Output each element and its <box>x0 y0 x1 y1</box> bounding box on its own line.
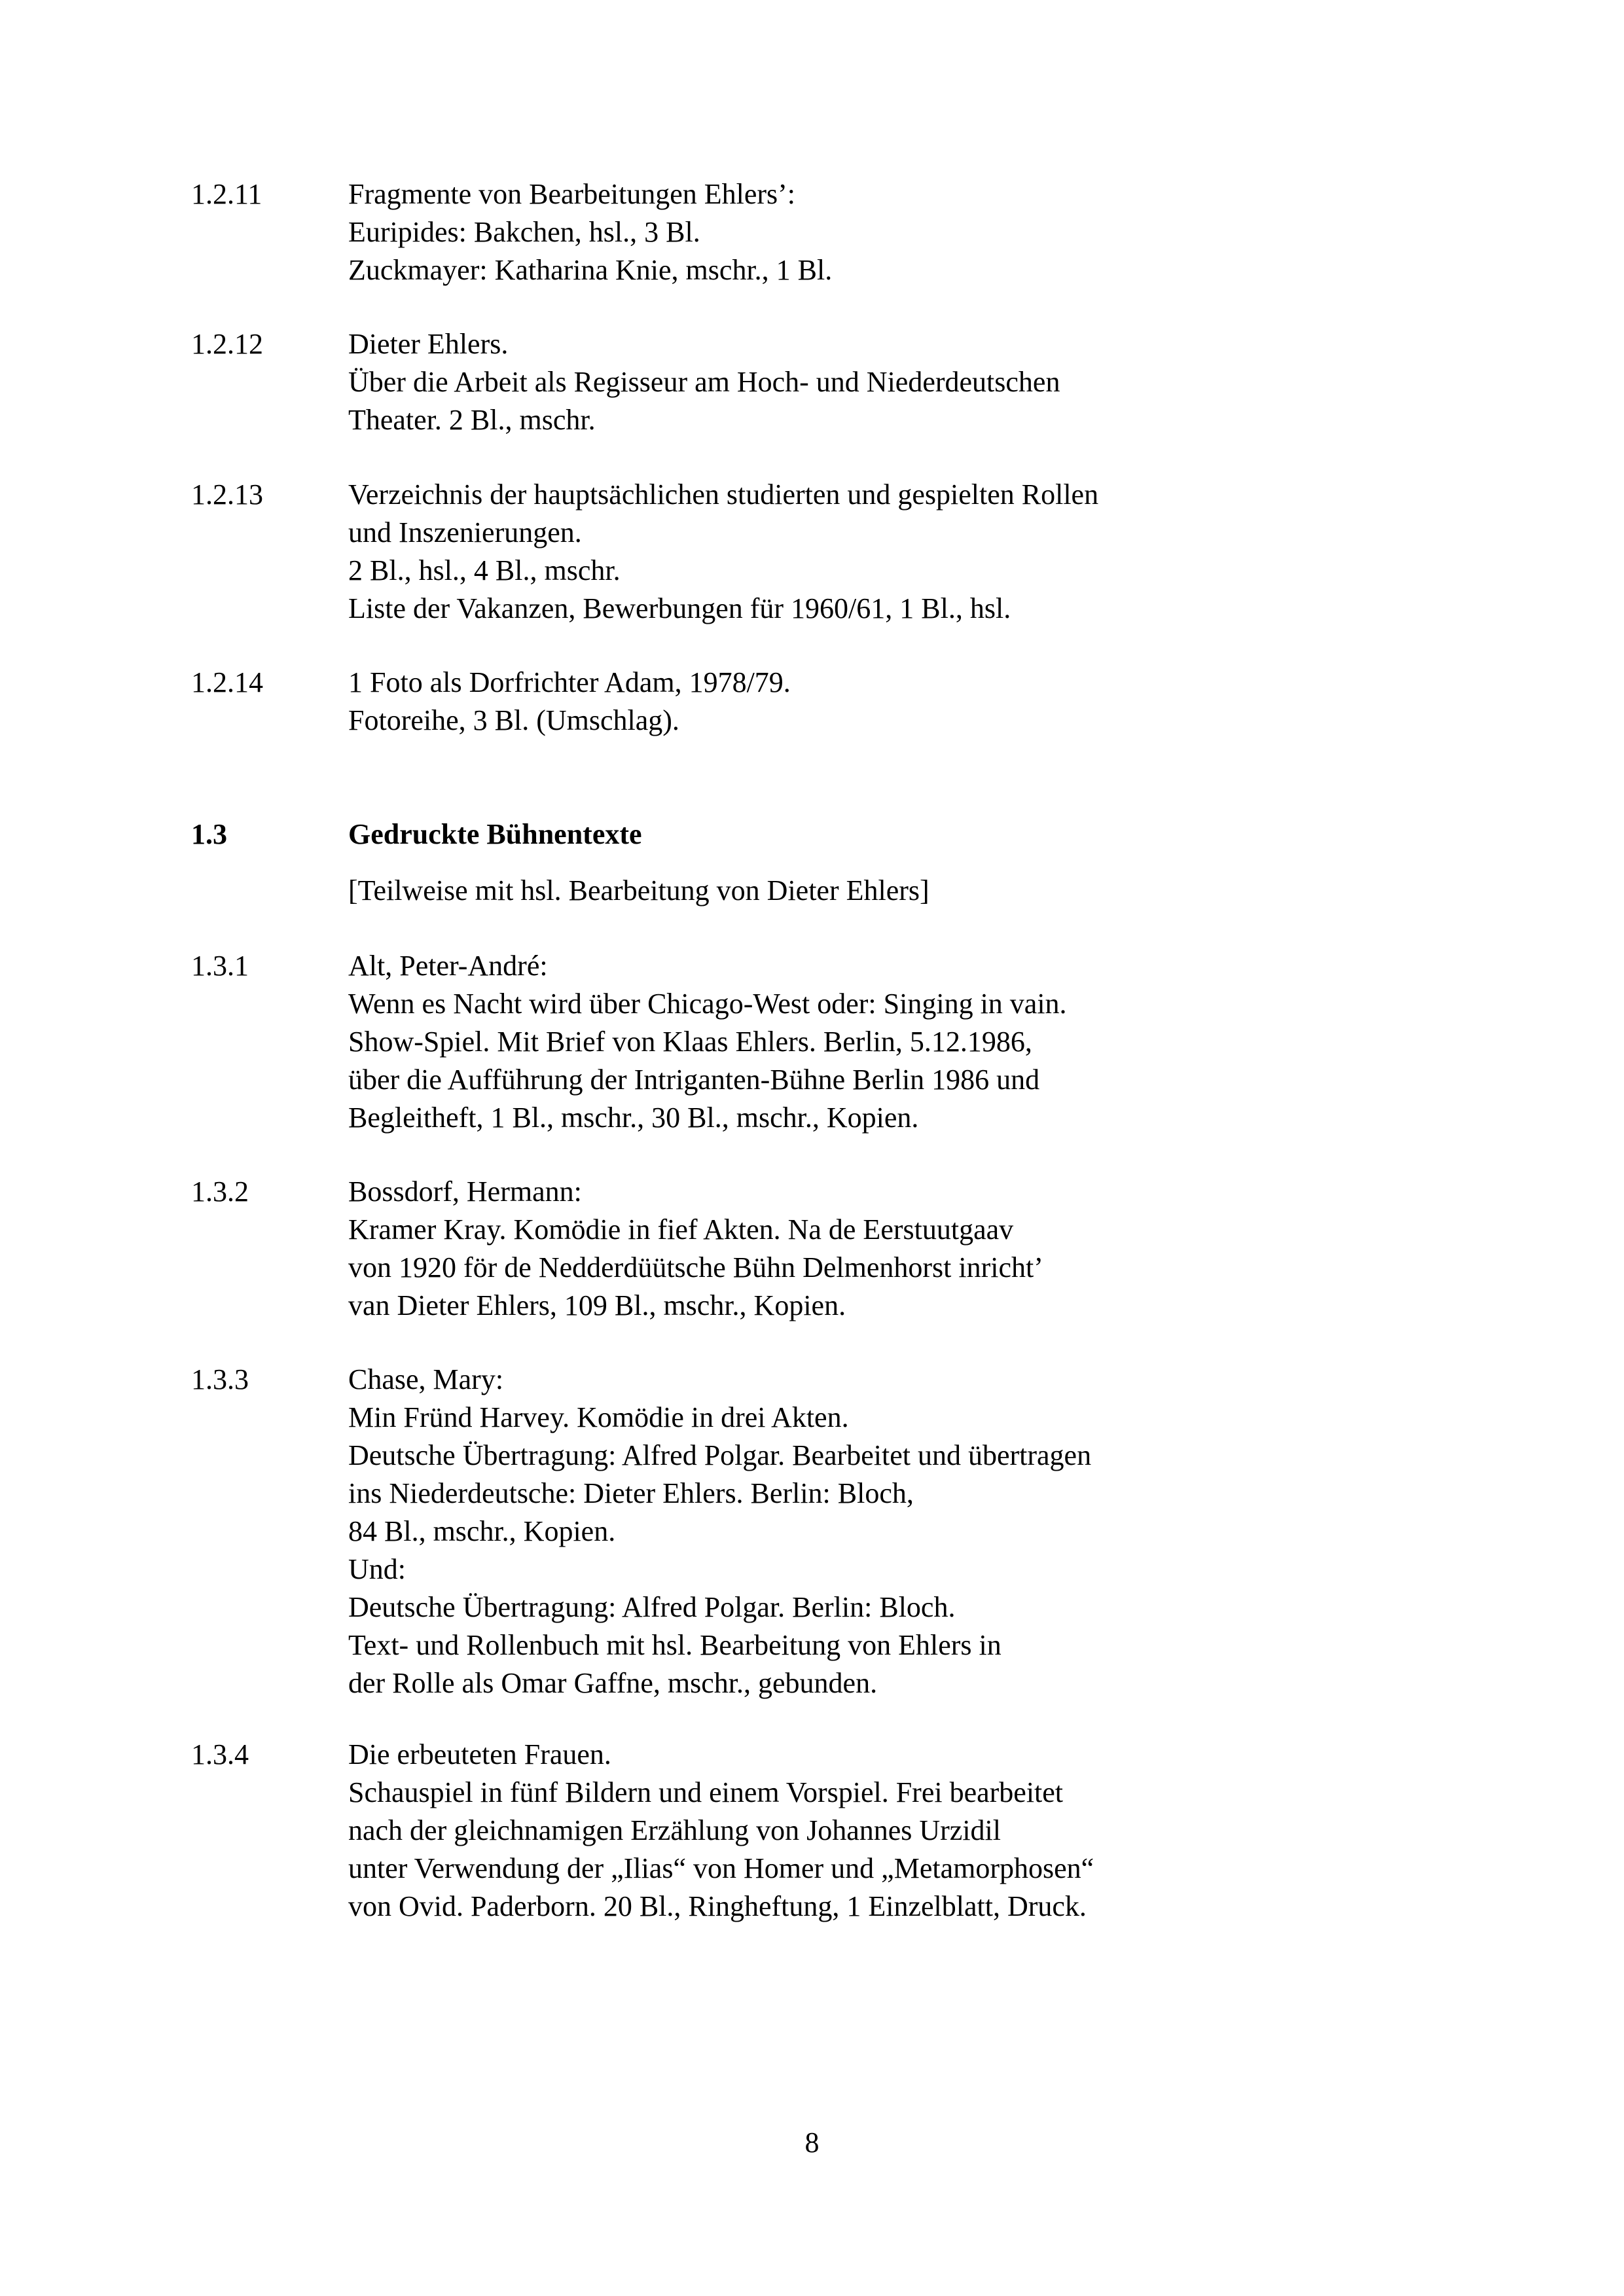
entry-line: Fragmente von Bearbeitungen Ehlers’: <box>348 178 796 210</box>
entry-line: Wenn es Nacht wird über Chicago-West oder: Singing in vain. <box>348 988 1067 1020</box>
entry-line: 2 Bl., hsl., 4 Bl., mschr. <box>348 554 621 586</box>
entry-number: 1.3.4 <box>191 1738 249 1770</box>
entry-line: Euripides: Bakchen, hsl., 3 Bl. <box>348 216 700 248</box>
entry-line: Deutsche Übertragung: Alfred Polgar. Bearbeitet und übertragen <box>348 1439 1092 1471</box>
entry-line: ins Niederdeutsche: Dieter Ehlers. Berlin: Bloch, <box>348 1477 914 1509</box>
entry-line: von 1920 för de Nedderdüütsche Bühn Delmenhorst inricht’ <box>348 1251 1043 1283</box>
entry-line: Show-Spiel. Mit Brief von Klaas Ehlers. Berlin, 5.12.1986, <box>348 1026 1032 1058</box>
section-note: [Teilweise mit hsl. Bearbeitung von Dieter Ehlers] <box>348 874 929 906</box>
entry-text <box>348 947 1422 1137</box>
entry-line: 1 Foto als Dorfrichter Adam, 1978/79. <box>348 666 791 698</box>
entry-number: 1.2.14 <box>191 666 263 698</box>
entry-line: Bossdorf, Hermann: <box>348 1175 582 1208</box>
entry-line: und Inszenierungen. <box>348 516 582 548</box>
entry-text <box>348 476 1422 628</box>
entry-line: van Dieter Ehlers, 109 Bl., mschr., Kopien. <box>348 1289 846 1321</box>
entry-line: Alt, Peter-André: <box>348 950 548 982</box>
entry-line: der Rolle als Omar Gaffne, mschr., gebunden. <box>348 1667 878 1699</box>
entry-number: 1.3.1 <box>191 950 249 982</box>
entry-line: 84 Bl., mschr., Kopien. <box>348 1515 616 1547</box>
section-header-text <box>348 816 1422 853</box>
entry-text <box>348 664 1422 740</box>
entry-line: Verzeichnis der hauptsächlichen studierten und gespielten Rollen <box>348 478 1099 511</box>
entry-number: 1.3.3 <box>191 1363 249 1395</box>
entry-text <box>348 1173 1422 1325</box>
entry-line: Begleitheft, 1 Bl., mschr., 30 Bl., mschr., Kopien. <box>348 1102 919 1134</box>
entry-line: Die erbeuteten Frauen. <box>348 1738 611 1770</box>
entry-number: 1.2.13 <box>191 478 263 511</box>
entry-line: Kramer Kray. Komödie in fief Akten. Na de Eerstuutgaav <box>348 1213 1014 1246</box>
entry-line: nach der gleichnamigen Erzählung von Johannes Urzidil <box>348 1814 1001 1846</box>
entry-line: über die Aufführung der Intriganten-Bühne Berlin 1986 und <box>348 1064 1040 1096</box>
page-number: 8 <box>804 2126 820 2159</box>
entry-line: Liste der Vakanzen, Bewerbungen für 1960/61, 1 Bl., hsl. <box>348 592 1011 624</box>
entry-line: Chase, Mary: <box>348 1363 504 1395</box>
entry-text <box>348 1736 1422 1926</box>
entry-line: Fotoreihe, 3 Bl. (Umschlag). <box>348 704 679 736</box>
section-note-text <box>348 872 1422 910</box>
entry-line: Deutsche Übertragung: Alfred Polgar. Berlin: Bloch. <box>348 1591 956 1623</box>
entry-text <box>348 175 1422 289</box>
section-number: 1.3 <box>191 818 227 850</box>
entry-line: Dieter Ehlers. <box>348 328 509 360</box>
section-title: Gedruckte Bühnentexte <box>348 818 642 850</box>
entry-line: Theater. 2 Bl., mschr. <box>348 404 596 436</box>
entry-number: 1.2.11 <box>191 178 262 210</box>
entry-line: Über die Arbeit als Regisseur am Hoch- und Niederdeutschen <box>348 366 1060 398</box>
entry-number: 1.2.12 <box>191 328 263 360</box>
entry-text <box>348 1361 1422 1702</box>
entry-line: Text- und Rollenbuch mit hsl. Bearbeitung von Ehlers in <box>348 1629 1001 1661</box>
entry-number: 1.3.2 <box>191 1175 249 1208</box>
entry-line: unter Verwendung der „Ilias“ von Homer und „Metamorphosen“ <box>348 1852 1094 1884</box>
entry-line: Schauspiel in fünf Bildern und einem Vorspiel. Frei bearbeitet <box>348 1776 1064 1808</box>
entry-line: von Ovid. Paderborn. 20 Bl., Ringheftung, 1 Einzelblatt, Druck. <box>348 1890 1087 1922</box>
entry-line: Zuckmayer: Katharina Knie, mschr., 1 Bl. <box>348 254 833 286</box>
entry-text <box>348 325 1422 439</box>
entry-line: Und: <box>348 1553 406 1585</box>
entry-line: Min Fründ Harvey. Komödie in drei Akten. <box>348 1401 849 1433</box>
